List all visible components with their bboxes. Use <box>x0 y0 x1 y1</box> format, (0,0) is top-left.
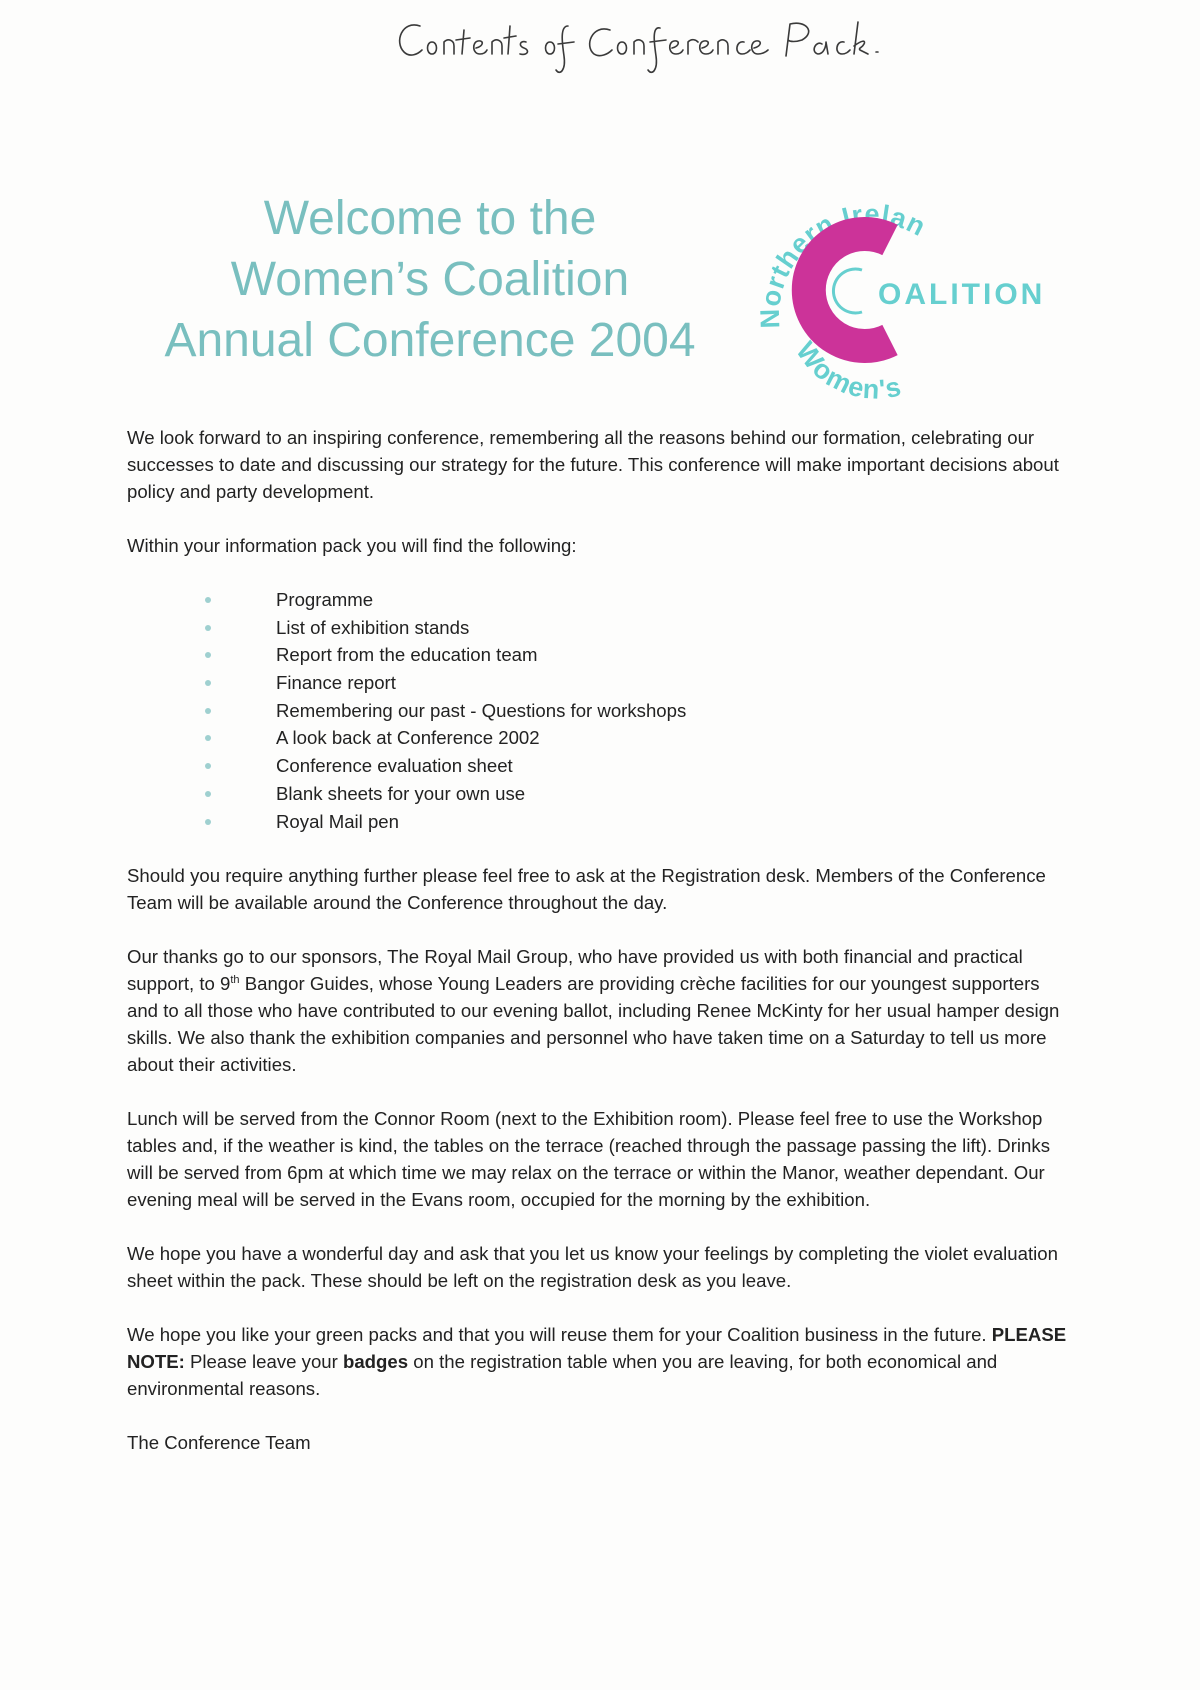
list-item <box>127 669 1067 697</box>
list-item <box>127 697 1067 725</box>
registration-paragraph: Should you require anything further please feel free to ask at the Registration desk. Members of the Conference Team will be available around the Conference throughout the day. <box>127 865 1046 914</box>
bullet-icon <box>205 735 211 741</box>
list-item-label: List of exhibition stands <box>276 616 470 638</box>
list-item <box>127 641 1067 669</box>
pack-items-list <box>127 586 1067 835</box>
list-item <box>127 808 1067 836</box>
ordinal-suffix: th <box>230 974 240 986</box>
bullet-icon <box>205 819 211 825</box>
letter-body <box>127 424 1067 1456</box>
bullet-icon <box>205 708 211 714</box>
list-item <box>127 724 1067 752</box>
please-note-label: PLEASE NOTE: <box>127 1324 1067 1373</box>
bullet-icon <box>205 680 211 686</box>
coalition-logo-graphic <box>740 178 1060 418</box>
lunch-paragraph: Lunch will be served from the Connor Room (next to the Exhibition room). Please feel free to use the Workshop tables and, if the weather is kind, the tables on the terrace (reached through the passage passing the lift). Drinks will be served from 6pm at which time we may relax on the terrace or within the Manor, weather dependant. Our evening meal will be served in the Evans room, occupied for the morning by the exhibition. <box>127 1108 1050 1211</box>
title-line: Annual Conference 2004 <box>164 314 696 367</box>
bullet-icon <box>205 791 211 797</box>
list-item-label: Royal Mail pen <box>276 810 399 832</box>
badges-label: badges <box>342 1351 409 1373</box>
logo-c-inner-arc <box>833 269 862 313</box>
pack-intro-paragraph: Within your information pack you will find the following: <box>127 535 577 556</box>
bullet-icon <box>205 597 211 603</box>
list-item-label: A look back at Conference 2002 <box>276 727 540 749</box>
logo-arc-bottom-text: Women's <box>790 336 905 405</box>
logo-word: OALITION <box>878 278 1046 311</box>
list-item <box>127 752 1067 780</box>
list-item-label: Blank sheets for your own use <box>276 782 526 804</box>
intro-paragraph: We look forward to an inspiring conference, remembering all the reasons behind our formation, celebrating our successes to date and discussing our strategy for the future. This conference will make important decisions about policy and party development. <box>127 427 1059 502</box>
coalition-logo <box>740 178 1060 418</box>
list-item-label: Programme <box>276 589 374 610</box>
evaluation-paragraph: We hope you have a wonderful day and ask that you let us know your feelings by completing the violet evaluation sheet within the pack. These should be left on the registration desk as you leave. <box>127 1243 1058 1292</box>
list-item-label: Conference evaluation sheet <box>276 755 513 777</box>
page-title <box>110 188 750 371</box>
title-line: Women’s Coalition <box>230 253 630 306</box>
handwritten-note-graphic <box>392 12 912 82</box>
handwritten-note <box>392 12 912 82</box>
bullet-icon <box>205 652 211 658</box>
logo-arc-top-text: Northern Irelan <box>754 199 931 329</box>
title-line: Welcome to the <box>263 192 597 245</box>
list-item-label: Remembering our past - Questions for workshops <box>276 699 687 721</box>
list-item <box>127 586 1067 614</box>
thanks-text-continued: Bangor Guides, whose Young Leaders are providing crèche facilities for our youngest supporters and to all those who have contributed to our evening ballot, including Renee McKinty for her usual hamper design skills. We also thank the exhibition companies and personnel who have taken time on a Saturday to tell us more about their activities. <box>127 973 1060 1076</box>
thanks-paragraph <box>127 943 1067 1078</box>
thanks-text: Our thanks go to our sponsors, The Royal Mail Group, who have provided us with both financial and practical support, to 9 <box>127 946 1023 995</box>
list-item <box>127 614 1067 642</box>
bullet-icon <box>205 763 211 769</box>
packs-text-3: on the registration table when you are leaving, for both economical and environmental reasons. <box>127 1351 998 1400</box>
packs-paragraph <box>127 1321 1067 1402</box>
packs-text: We hope you like your green packs and that you will reuse them for your Coalition business in the future. <box>127 1324 992 1346</box>
bullet-icon <box>205 625 211 631</box>
signoff: The Conference Team <box>127 1432 311 1454</box>
packs-text-2: Please leave your <box>184 1351 343 1373</box>
list-item-label: Report from the education team <box>276 644 538 666</box>
list-item <box>127 780 1067 808</box>
list-item-label: Finance report <box>276 672 396 694</box>
